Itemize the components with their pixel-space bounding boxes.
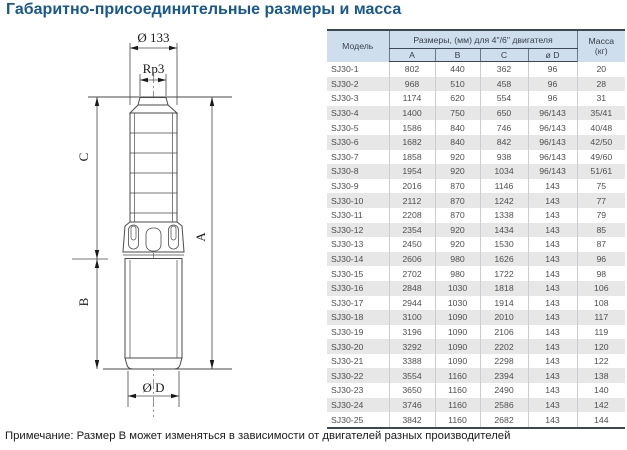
- cell-d: 143: [528, 223, 577, 238]
- cell-c: 1146: [480, 179, 528, 194]
- table-row: [327, 223, 625, 238]
- cell-d: 143: [528, 266, 577, 281]
- cell-d: 96: [528, 91, 577, 106]
- cell-a: 802: [389, 62, 435, 77]
- cell-a: 1858: [389, 150, 435, 165]
- cell-d: 143: [528, 296, 577, 311]
- cell-d: 96/143: [528, 150, 577, 165]
- cell-d: 96/143: [528, 120, 577, 135]
- cell-model: SJ30-15: [331, 268, 364, 279]
- cell-model: SJ30-11: [331, 210, 363, 221]
- cell-d: 143: [528, 310, 577, 325]
- cell-a: 3554: [389, 368, 435, 383]
- cell-model: SJ30-22: [331, 370, 364, 381]
- cell-b: 1160: [435, 412, 480, 428]
- column-header-dimensions-group: Размеры, (мм) для 4"/6" двигателя: [389, 30, 577, 49]
- table-row: [327, 266, 625, 281]
- cell-c: 1818: [480, 281, 528, 296]
- cell-c: 554: [480, 91, 528, 106]
- table-row: [327, 164, 625, 179]
- cell-model: SJ30-5: [331, 122, 359, 133]
- cell-b: 920: [435, 223, 480, 238]
- cell-mass: 40/48: [577, 120, 625, 135]
- cell-d: 143: [528, 193, 577, 208]
- column-header-b: B: [435, 49, 480, 62]
- cell-b: 1030: [435, 296, 480, 311]
- column-header-a: A: [389, 49, 435, 62]
- column-header-mass: [577, 30, 625, 62]
- cell-d: 96/143: [528, 135, 577, 150]
- table-row: [327, 150, 625, 165]
- cell-mass: 122: [577, 354, 625, 369]
- table-row: [327, 120, 625, 135]
- cell-b: 920: [435, 164, 480, 179]
- cell-c: 2682: [480, 412, 528, 428]
- cell-model: SJ30-10: [331, 195, 364, 206]
- table-body: [327, 62, 625, 428]
- cell-a: 2848: [389, 281, 435, 296]
- cell-b: 870: [435, 208, 480, 223]
- table-row: [327, 179, 625, 194]
- table-row: [327, 281, 625, 296]
- motor-bottom-cap: [125, 358, 182, 369]
- cell-a: 2016: [389, 179, 435, 194]
- cell-model: SJ30-25: [331, 414, 364, 425]
- cell-mass: 108: [577, 296, 625, 311]
- dimensions-table-container: [327, 29, 625, 429]
- cell-c: 2298: [480, 354, 528, 369]
- table-row: [327, 62, 625, 77]
- cell-a: 2112: [389, 193, 435, 208]
- cell-d: 143: [528, 368, 577, 383]
- table-row: [327, 412, 625, 428]
- cell-c: 2394: [480, 368, 528, 383]
- cell-b: 750: [435, 106, 480, 121]
- cell-d: 143: [528, 237, 577, 252]
- cell-a: 3100: [389, 310, 435, 325]
- cell-b: 1160: [435, 383, 480, 398]
- cell-mass: 142: [577, 398, 625, 413]
- table-row: [327, 398, 625, 413]
- table-row: [327, 237, 625, 252]
- pump-top-cap: [130, 105, 177, 113]
- cell-mass: 117: [577, 310, 625, 325]
- cell-d: 143: [528, 208, 577, 223]
- cell-b: 840: [435, 120, 480, 135]
- cell-mass: 35/41: [577, 106, 625, 121]
- pump-body: [130, 113, 177, 222]
- cell-a: 2944: [389, 296, 435, 311]
- cell-mass: 42/50: [577, 135, 625, 150]
- cell-a: 3292: [389, 339, 435, 354]
- table-row: [327, 325, 625, 340]
- column-header-model: Модель: [327, 30, 389, 62]
- cell-d: 96: [528, 62, 577, 77]
- cell-mass: 51/61: [577, 164, 625, 179]
- cell-model: SJ30-12: [331, 224, 364, 235]
- column-header-d: ø D: [528, 49, 577, 62]
- cell-c: 1914: [480, 296, 528, 311]
- cell-b: 1090: [435, 310, 480, 325]
- cell-b: 620: [435, 91, 480, 106]
- cell-model: SJ30-8: [331, 166, 359, 177]
- cell-a: 968: [389, 77, 435, 92]
- pump-drawing-svg: [50, 25, 245, 420]
- cell-mass: 77: [577, 193, 625, 208]
- cell-model: SJ30-3: [331, 93, 359, 104]
- table-row: [327, 193, 625, 208]
- cell-b: 440: [435, 62, 480, 77]
- cell-c: 458: [480, 77, 528, 92]
- table-row: [327, 106, 625, 121]
- cell-a: 3842: [389, 412, 435, 428]
- page-title: Габаритно-присоединительные размеры и масса: [6, 1, 402, 18]
- cell-b: 1090: [435, 354, 480, 369]
- cell-c: 1034: [480, 164, 528, 179]
- cell-mass: 119: [577, 325, 625, 340]
- cell-c: 746: [480, 120, 528, 135]
- cell-d: 143: [528, 325, 577, 340]
- cell-b: 870: [435, 193, 480, 208]
- cell-a: 3650: [389, 383, 435, 398]
- cell-d: 143: [528, 179, 577, 194]
- table-row: [327, 354, 625, 369]
- cell-model: SJ30-16: [331, 283, 364, 294]
- cell-b: 920: [435, 150, 480, 165]
- cell-a: 1586: [389, 120, 435, 135]
- cell-model: SJ30-13: [331, 239, 364, 250]
- cell-b: 870: [435, 179, 480, 194]
- cell-b: 840: [435, 135, 480, 150]
- dimensions-table: [327, 29, 625, 429]
- cell-c: 1338: [480, 208, 528, 223]
- cell-model: SJ30-7: [331, 151, 359, 162]
- dim-label-diameter-133: Ø 133: [137, 30, 170, 45]
- cell-a: 1400: [389, 106, 435, 121]
- cell-mass: 96: [577, 252, 625, 267]
- cell-model: SJ30-17: [331, 297, 364, 308]
- cell-mass: 144: [577, 412, 625, 428]
- cell-c: 2586: [480, 398, 528, 413]
- cell-model: SJ30-1: [331, 64, 359, 75]
- cell-mass: 138: [577, 368, 625, 383]
- cell-a: 1174: [389, 91, 435, 106]
- motor-body: [125, 259, 182, 359]
- cell-b: 980: [435, 252, 480, 267]
- mass-header-line1: Масса: [588, 36, 615, 47]
- table-row: [327, 208, 625, 223]
- cell-b: 1090: [435, 325, 480, 340]
- cell-b: 1160: [435, 368, 480, 383]
- table-row: [327, 135, 625, 150]
- table-row: [327, 310, 625, 325]
- cell-c: 1722: [480, 266, 528, 281]
- table-row: [327, 77, 625, 92]
- table-row: [327, 339, 625, 354]
- cell-model: SJ30-21: [331, 356, 364, 367]
- cell-mass: 85: [577, 223, 625, 238]
- cell-c: 2202: [480, 339, 528, 354]
- dim-label-b: B: [76, 297, 91, 307]
- column-header-c: C: [480, 49, 528, 62]
- cell-c: 650: [480, 106, 528, 121]
- cell-a: 2606: [389, 252, 435, 267]
- cell-c: 1242: [480, 193, 528, 208]
- cell-mass: 28: [577, 77, 625, 92]
- cell-mass: 20: [577, 62, 625, 77]
- cell-d: 143: [528, 412, 577, 428]
- cell-d: 96/143: [528, 164, 577, 179]
- dim-label-c: C: [76, 152, 91, 162]
- cell-b: 1160: [435, 398, 480, 413]
- cell-c: 2010: [480, 310, 528, 325]
- cell-c: 1626: [480, 252, 528, 267]
- cell-d: 143: [528, 354, 577, 369]
- cell-mass: 87: [577, 237, 625, 252]
- cell-d: 143: [528, 281, 577, 296]
- cell-mass: 75: [577, 179, 625, 194]
- cell-model: SJ30-18: [331, 312, 364, 323]
- cell-model: SJ30-23: [331, 385, 364, 396]
- cell-mass: 120: [577, 339, 625, 354]
- cell-mass: 98: [577, 266, 625, 281]
- cell-model: SJ30-24: [331, 399, 364, 410]
- cell-c: 2490: [480, 383, 528, 398]
- dim-label-rp3: Rp3: [142, 61, 165, 76]
- cell-c: 362: [480, 62, 528, 77]
- table-row: [327, 252, 625, 267]
- cell-d: 143: [528, 398, 577, 413]
- cell-a: 3196: [389, 325, 435, 340]
- cell-a: 2208: [389, 208, 435, 223]
- cell-mass: 31: [577, 91, 625, 106]
- cell-mass: 49/60: [577, 150, 625, 165]
- pump-technical-drawing: [50, 25, 245, 420]
- cell-d: 96/143: [528, 106, 577, 121]
- cell-a: 2450: [389, 237, 435, 252]
- cell-b: 920: [435, 237, 480, 252]
- cell-model: SJ30-4: [331, 108, 359, 119]
- cell-b: 1030: [435, 281, 480, 296]
- cell-model: SJ30-2: [331, 78, 359, 89]
- cell-d: 143: [528, 383, 577, 398]
- cell-a: 2702: [389, 266, 435, 281]
- cell-c: 1530: [480, 237, 528, 252]
- cell-mass: 79: [577, 208, 625, 223]
- cell-a: 1954: [389, 164, 435, 179]
- cell-a: 3746: [389, 398, 435, 413]
- cell-c: 2106: [480, 325, 528, 340]
- cell-d: 143: [528, 252, 577, 267]
- footnote: Примечание: Размер В может изменяться в зависимости от двигателей разных производителей: [5, 430, 511, 442]
- cell-mass: 140: [577, 383, 625, 398]
- cell-a: 3388: [389, 354, 435, 369]
- table-row: [327, 368, 625, 383]
- cell-model: SJ30-19: [331, 326, 364, 337]
- table-row: [327, 91, 625, 106]
- cell-a: 1682: [389, 135, 435, 150]
- mass-header-line2: (кг): [594, 46, 608, 57]
- cell-mass: 106: [577, 281, 625, 296]
- cell-model: SJ30-14: [331, 254, 364, 265]
- cell-c: 842: [480, 135, 528, 150]
- cell-d: 96: [528, 77, 577, 92]
- cell-c: 938: [480, 150, 528, 165]
- cell-model: SJ30-20: [331, 341, 364, 352]
- cell-b: 980: [435, 266, 480, 281]
- cell-d: 143: [528, 339, 577, 354]
- cell-b: 1090: [435, 339, 480, 354]
- table-row: [327, 296, 625, 311]
- cell-model: SJ30-6: [331, 137, 359, 148]
- cell-a: 2354: [389, 223, 435, 238]
- cell-model: SJ30-9: [331, 181, 359, 192]
- dim-label-diameter-d: Ø D: [142, 380, 165, 395]
- cell-c: 1434: [480, 223, 528, 238]
- table-row: [327, 383, 625, 398]
- cell-b: 510: [435, 77, 480, 92]
- dim-label-a: A: [193, 232, 208, 242]
- pump-thread-collar: [138, 98, 168, 106]
